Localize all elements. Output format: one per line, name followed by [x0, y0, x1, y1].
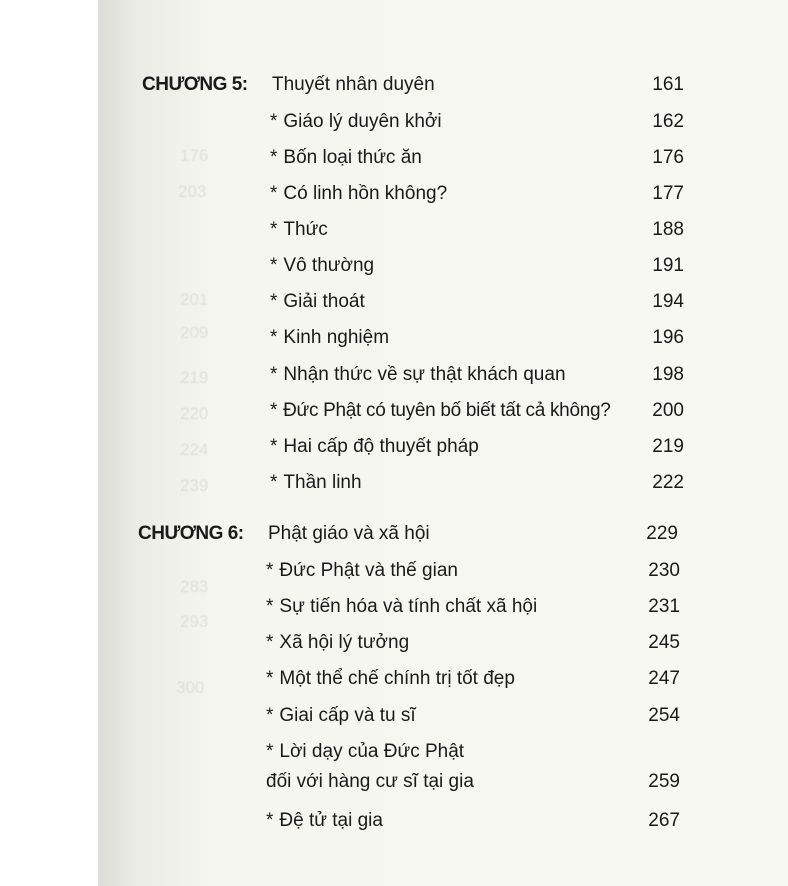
- bullet-icon: *: [266, 810, 274, 831]
- page-number: 247: [648, 668, 680, 689]
- bleed-number: 176: [180, 146, 209, 165]
- entry-title: Giai cấp và tu sĩ: [279, 705, 416, 726]
- entry-title: Hai cấp độ thuyết pháp: [283, 436, 479, 457]
- bleed-number: 239: [180, 476, 209, 495]
- entry-title: Có linh hồn không?: [283, 183, 448, 204]
- bullet-icon: *: [270, 436, 278, 457]
- entry-title: Xã hội lý tưởng: [279, 632, 410, 653]
- bleed-number: 219: [180, 368, 209, 387]
- page-number: 188: [652, 219, 684, 240]
- page-number: 222: [652, 472, 684, 493]
- bullet-icon: *: [266, 632, 274, 653]
- entry-title: Bốn loại thức ăn: [283, 147, 422, 168]
- bullet-icon: *: [266, 668, 274, 689]
- entry-title: Kinh nghiệm: [283, 327, 390, 348]
- bullet-icon: *: [270, 291, 278, 312]
- page-number: 161: [652, 74, 684, 95]
- chapter-title: Phật giáo và xã hội: [268, 523, 430, 544]
- page-number: 230: [648, 560, 680, 581]
- page-number: 231: [648, 596, 680, 617]
- page-number: 196: [652, 327, 684, 348]
- bleed-number: 293: [180, 612, 209, 631]
- page-number: 245: [648, 632, 680, 653]
- page-number: 267: [648, 810, 680, 831]
- bullet-icon: *: [270, 327, 278, 348]
- entry-title: Giáo lý duyên khởi: [283, 111, 442, 132]
- bullet-icon: *: [266, 560, 274, 581]
- bleed-number: 209: [180, 323, 209, 342]
- entry-title-line2: đối với hàng cư sĩ tại gia: [266, 771, 474, 792]
- bullet-icon: *: [266, 596, 274, 617]
- page-number: 191: [652, 255, 684, 276]
- bullet-icon: *: [270, 111, 278, 132]
- bullet-icon: *: [270, 183, 278, 204]
- page-number: 200: [652, 400, 684, 421]
- bullet-icon: *: [270, 219, 278, 240]
- page-number: 229: [646, 523, 678, 544]
- bleed-number: 201: [180, 290, 209, 309]
- bullet-icon: *: [270, 255, 278, 276]
- entry-title: Sự tiến hóa và tính chất xã hội: [279, 596, 538, 617]
- bullet-icon: *: [270, 472, 278, 493]
- bullet-icon: *: [270, 364, 278, 385]
- bullet-icon: *: [270, 147, 278, 168]
- entry-title: Đức Phật có tuyên bố biết tất cả không?: [283, 400, 611, 421]
- bleed-number: 224: [180, 440, 209, 459]
- page-number: 176: [652, 147, 684, 168]
- entry-title: Đức Phật và thế gian: [279, 560, 458, 581]
- page-number: 259: [648, 771, 680, 792]
- page-number: 194: [652, 291, 684, 312]
- bleed-number: 300: [176, 678, 205, 697]
- entry-title: Nhận thức về sự thật khách quan: [283, 364, 566, 385]
- bullet-icon: *: [266, 741, 274, 762]
- bleed-number: 283: [180, 577, 209, 596]
- bullet-icon: *: [266, 705, 274, 726]
- page-number: 254: [648, 705, 680, 726]
- entry-title: Giải thoát: [283, 291, 365, 312]
- page-number: 198: [652, 364, 684, 385]
- bleed-number: 203: [178, 182, 207, 201]
- chapter-title: Thuyết nhân duyên: [272, 74, 435, 95]
- entry-title: Vô thường: [283, 255, 375, 276]
- page-number: 219: [652, 436, 684, 457]
- chapter-label: CHƯƠNG 5:: [142, 74, 248, 95]
- page-number: 162: [652, 111, 684, 132]
- chapter-label: CHƯƠNG 6:: [138, 523, 244, 544]
- bleed-number: 220: [180, 404, 209, 423]
- page-number: 177: [652, 183, 684, 204]
- bullet-icon: *: [270, 400, 278, 421]
- entry-title: Thức: [283, 219, 328, 240]
- entry-title: Lời dạy của Đức Phật: [279, 741, 465, 762]
- entry-title: Một thể chế chính trị tốt đẹp: [279, 668, 515, 689]
- entry-title: Đệ tử tại gia: [279, 810, 383, 831]
- entry-title: Thần linh: [283, 472, 362, 493]
